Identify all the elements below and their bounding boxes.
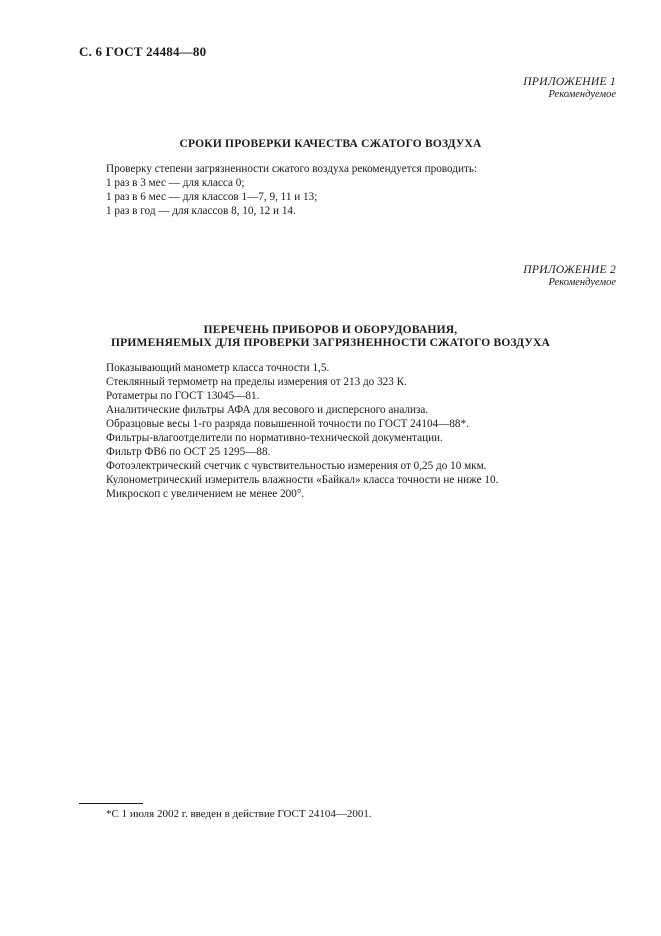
appendix-2-title-line-2: ПРИМЕНЯЕМЫХ ДЛЯ ПРОВЕРКИ ЗАГРЯЗНЕННОСТИ СЖАТОГО ВОЗДУХА: [111, 336, 550, 349]
list-item: Фильтры-влагоотделители по нормативно-технической документации.: [106, 432, 443, 444]
appendix-2-title: [0, 324, 661, 349]
list-item: Аналитические фильтры АФА для весового и дисперсного анализа.: [106, 404, 429, 416]
appendix-1-intro: Проверку степени загрязненности сжатого воздуха рекомендуется проводить:: [106, 163, 478, 175]
appendix-2-number: ПРИЛОЖЕНИЕ 2: [523, 264, 616, 276]
list-item: Фильтр ФВ6 по ОСТ 25 1295—88.: [106, 446, 271, 458]
list-item: Ротаметры по ГОСТ 13045—81.: [106, 390, 260, 402]
list-item: Образцовые весы 1-го разряда повышенной точности по ГОСТ 24104—88*.: [106, 418, 469, 430]
page-header: С. 6 ГОСТ 24484—80: [79, 44, 207, 59]
list-item: Фотоэлектрический счетчик с чувствительностью измерения от 0,25 до 10 мкм.: [106, 460, 487, 472]
appendix-2-status: Рекомендуемое: [548, 277, 616, 288]
appendix-1-label: [523, 76, 616, 100]
footnote: *С 1 июля 2002 г. введен в действие ГОСТ 24104—2001.: [106, 808, 372, 820]
appendix-2-title-line-1: ПЕРЕЧЕНЬ ПРИБОРОВ И ОБОРУДОВАНИЯ,: [203, 324, 458, 336]
appendix-1-status: Рекомендуемое: [548, 89, 616, 100]
appendix-2-label: [523, 264, 616, 288]
appendix-1-number: ПРИЛОЖЕНИЕ 1: [523, 76, 616, 88]
list-item: Стеклянный термометр на пределы измерения от 213 до 323 К.: [106, 376, 407, 388]
appendix-1-line: 1 раз в 6 мес — для классов 1—7, 9, 11 и 13;: [106, 191, 318, 203]
appendix-1-line: 1 раз в год — для классов 8, 10, 12 и 14.: [106, 205, 296, 217]
list-item: Показывающий манометр класса точности 1,5.: [106, 362, 330, 374]
appendix-1-body: [106, 162, 477, 218]
list-item: Микроскоп с увеличением не менее 200°.: [106, 488, 305, 500]
footnote-divider: [79, 803, 143, 804]
appendix-1-line: 1 раз в 3 мес — для класса 0;: [106, 177, 245, 189]
equipment-list: [106, 361, 498, 501]
appendix-1-title: СРОКИ ПРОВЕРКИ КАЧЕСТВА СЖАТОГО ВОЗДУХА: [179, 138, 482, 150]
list-item: Кулонометрический измеритель влажности «Байкал» класса точности не ниже 10.: [106, 474, 499, 486]
